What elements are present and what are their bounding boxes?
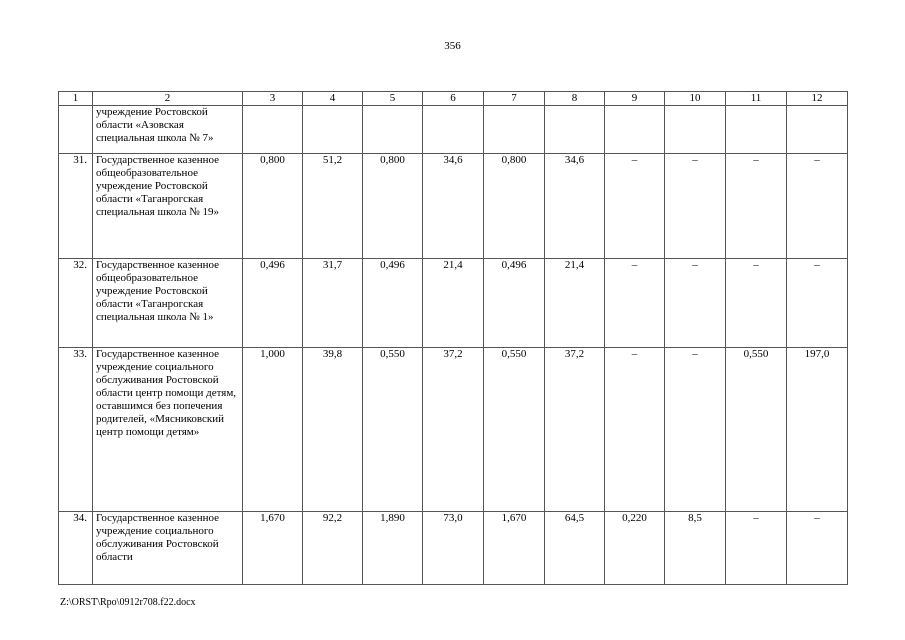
value-cell: 0,550 xyxy=(726,348,787,512)
value-cell: 21,4 xyxy=(545,259,605,348)
page-number: 356 xyxy=(444,40,461,52)
row-number-cell: 32. xyxy=(59,259,93,348)
table-row xyxy=(59,106,848,154)
institution-name-cell: Государственное казенное общеобразовательное учреждение Ростовской области «Таганрогская специальная школа № 1» xyxy=(93,259,243,348)
institution-name-cell: Государственное казенное учреждение социального обслуживания Ростовской области центр помощи детям, оставшимся без попечения родителей, «Мясниковский центр помощи детям» xyxy=(93,348,243,512)
table-row xyxy=(59,512,848,585)
file-path-footer: Z:\ORST\Rpo\0912r708.f22.docx xyxy=(60,597,196,608)
value-cell: – xyxy=(605,348,665,512)
value-cell: 34,6 xyxy=(545,154,605,259)
value-cell: 197,0 xyxy=(787,348,848,512)
value-cell: 0,496 xyxy=(363,259,423,348)
column-header: 1 xyxy=(59,92,93,106)
value-cell: 34,6 xyxy=(423,154,484,259)
table-header-row xyxy=(59,92,848,106)
value-cell xyxy=(787,106,848,154)
row-number-cell: 34. xyxy=(59,512,93,585)
value-cell: 51,2 xyxy=(303,154,363,259)
column-header: 12 xyxy=(787,92,848,106)
value-cell: 0,496 xyxy=(243,259,303,348)
value-cell xyxy=(484,106,545,154)
value-cell xyxy=(545,106,605,154)
value-cell: – xyxy=(726,259,787,348)
table-row xyxy=(59,348,848,512)
institution-name-cell: Государственное казенное общеобразовательное учреждение Ростовской области «Таганрогская специальная школа № 19» xyxy=(93,154,243,259)
table-row xyxy=(59,154,848,259)
column-header: 5 xyxy=(363,92,423,106)
row-number-cell: 33. xyxy=(59,348,93,512)
value-cell: – xyxy=(605,259,665,348)
institution-name-cell: учреждение Ростовской области «Азовская специальная школа № 7» xyxy=(93,106,243,154)
table-row xyxy=(59,259,848,348)
column-header: 4 xyxy=(303,92,363,106)
column-header: 8 xyxy=(545,92,605,106)
value-cell: 0,496 xyxy=(484,259,545,348)
value-cell: – xyxy=(787,259,848,348)
row-number-cell xyxy=(59,106,93,154)
column-header: 2 xyxy=(93,92,243,106)
value-cell: – xyxy=(665,259,726,348)
value-cell: 92,2 xyxy=(303,512,363,585)
value-cell: 64,5 xyxy=(545,512,605,585)
value-cell: 1,670 xyxy=(243,512,303,585)
column-header: 9 xyxy=(605,92,665,106)
value-cell: 37,2 xyxy=(545,348,605,512)
value-cell: – xyxy=(665,154,726,259)
column-header: 10 xyxy=(665,92,726,106)
value-cell: – xyxy=(726,512,787,585)
value-cell: 1,890 xyxy=(363,512,423,585)
value-cell: 0,800 xyxy=(484,154,545,259)
value-cell xyxy=(726,106,787,154)
value-cell: – xyxy=(605,154,665,259)
institution-name-cell: Государственное казенное учреждение социального обслуживания Ростовской области xyxy=(93,512,243,585)
value-cell: 39,8 xyxy=(303,348,363,512)
value-cell: 1,670 xyxy=(484,512,545,585)
value-cell xyxy=(665,106,726,154)
value-cell: 37,2 xyxy=(423,348,484,512)
data-table xyxy=(58,91,848,585)
value-cell: 31,7 xyxy=(303,259,363,348)
column-header: 6 xyxy=(423,92,484,106)
value-cell: 8,5 xyxy=(665,512,726,585)
value-cell: – xyxy=(787,154,848,259)
column-header: 7 xyxy=(484,92,545,106)
value-cell: 0,550 xyxy=(484,348,545,512)
value-cell xyxy=(363,106,423,154)
value-cell xyxy=(303,106,363,154)
value-cell xyxy=(605,106,665,154)
value-cell: 0,800 xyxy=(363,154,423,259)
value-cell: – xyxy=(665,348,726,512)
value-cell: 0,220 xyxy=(605,512,665,585)
value-cell xyxy=(423,106,484,154)
value-cell xyxy=(243,106,303,154)
value-cell: – xyxy=(787,512,848,585)
value-cell: 73,0 xyxy=(423,512,484,585)
column-header: 3 xyxy=(243,92,303,106)
value-cell: 1,000 xyxy=(243,348,303,512)
value-cell: – xyxy=(726,154,787,259)
value-cell: 0,800 xyxy=(243,154,303,259)
column-header: 11 xyxy=(726,92,787,106)
value-cell: 0,550 xyxy=(363,348,423,512)
row-number-cell: 31. xyxy=(59,154,93,259)
value-cell: 21,4 xyxy=(423,259,484,348)
